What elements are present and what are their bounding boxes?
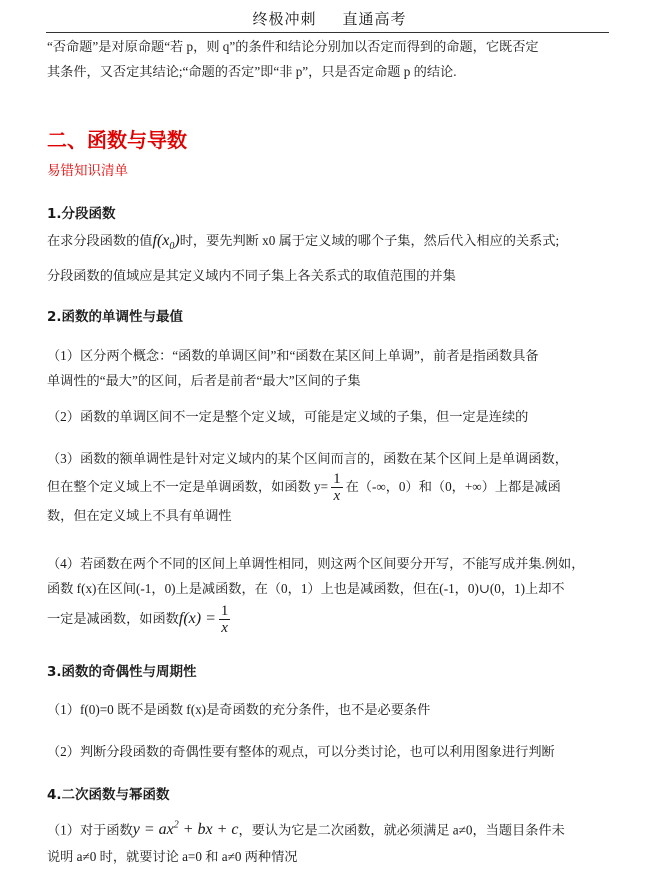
piecewise-line-1 — [47, 228, 612, 259]
header-rule — [46, 32, 609, 33]
piecewise-line-1-rest: 时，要先判断 x0 属于定义域的哪个子集，然后代入相应的关系式; — [179, 233, 560, 248]
math-f-x0 — [152, 232, 180, 253]
quadratic-item-1-line-2: 说明 a≠0 时，就要讨论 a=0 和 a≠0 两种情况 — [47, 849, 298, 865]
piecewise-paragraph — [47, 228, 612, 288]
mono-item-3-line-3: 数，但在定义域上不具有单调性 — [47, 508, 232, 523]
parity-item-1: （1）f(0)=0 既不是函数 f(x)是奇函数的充分条件，也不是必要条件 — [47, 702, 431, 717]
math-close: ) — [174, 232, 180, 249]
mono-item-4-line-1: （4）若函数在两个不同的区间上单调性相同，则这两个区间要分开写，不能写成并集.例如， — [47, 556, 585, 571]
fraction-denominator: x — [333, 488, 341, 505]
mono-item-4 — [47, 551, 612, 637]
intro-paragraph — [47, 34, 612, 84]
fraction-numerator: 1 — [333, 471, 341, 488]
quadratic-item-1 — [47, 813, 612, 869]
mono-item-4-line-3-text: 一定是减函数，如函数 — [47, 611, 179, 626]
math-quadratic-rest: + bx + c — [178, 821, 239, 839]
header-right-text: 直通高考 — [342, 10, 407, 28]
math-arg: (x — [156, 232, 170, 249]
math-quadratic — [133, 821, 239, 838]
quadratic-line-1-text: （1）对于函数 — [47, 822, 133, 838]
mono-item-1-line-2: 单调性的“最大”的区间，后者是前者“最大”区间的子集 — [47, 373, 361, 388]
math-quadratic-exp: 2 — [173, 820, 179, 831]
mono-item-3-line-2 — [47, 471, 612, 503]
intro-line-1: “否命题”是对原命题“若 p，则 q”的条件和结论分别加以否定而得到的命题，它既否定 — [47, 39, 539, 54]
header-left-text: 终极冲刺 — [252, 10, 317, 28]
heading-parity-periodicity: 3.函数的奇偶性与周期性 — [47, 664, 197, 680]
parity-item-2: （2）判断分段函数的奇偶性要有整体的观点，可以分类讨论，也可以利用图象进行判断 — [47, 744, 555, 759]
quadratic-item-1-line-1 — [47, 813, 612, 842]
page-header — [0, 8, 659, 29]
fraction-1-over-x-2 — [219, 603, 231, 636]
heading-monotonicity: 2.函数的单调性与最值 — [47, 309, 184, 325]
mono-item-1-line-1: （1）区分两个概念：“函数的单调区间”和“函数在某区间上单调”，前者是指函数具备 — [47, 348, 539, 363]
mono-item-4-line-2: 函数 f(x)在区间(-1，0)上是减函数，在（0，1）上也是减函数，但在(-1，0)∪(0，1)上却不 — [47, 581, 565, 596]
heading-quadratic-power: 4.二次函数与幂函数 — [47, 787, 170, 803]
mono-item-4-line-3 — [47, 601, 612, 637]
math-f-of-x: f(x) = — [178, 610, 216, 627]
mono-item-1 — [47, 343, 612, 393]
mono-item-3-line-2-text: 但在整个定义域上不一定是单调函数，如函数 y= — [47, 479, 329, 494]
fraction-denominator: x — [221, 620, 228, 637]
fraction-1-over-x — [331, 471, 343, 504]
fraction-numerator: 1 — [220, 603, 229, 620]
section-subtitle: 易错知识清单 — [47, 163, 128, 179]
intro-line-2: 其条件，又否定其结论;“命题的否定”即“非 p”，只是否定命题 p 的结论. — [47, 64, 457, 79]
section-title: 二、函数与导数 — [47, 128, 187, 152]
piecewise-line-1-text: 在求分段函数的值 — [47, 233, 153, 248]
mono-item-3 — [47, 446, 612, 528]
quadratic-line-1-rest: ，要认为它是二次函数，就必须满足 a≠0，当题目条件未 — [238, 822, 565, 838]
math-f: f — [152, 232, 157, 249]
mono-item-3-line-1: （3）函数的额单调性是针对定义域内的某个区间而言的，函数在某个区间上是单调函数， — [47, 451, 568, 466]
heading-piecewise-function: 1.分段函数 — [47, 206, 116, 222]
math-quadratic-a: y = ax — [132, 821, 174, 839]
math-sub: 0 — [169, 241, 175, 253]
mono-item-2: （2）函数的单调区间不一定是整个定义域，可能是定义域的子集，但一定是连续的 — [47, 409, 529, 424]
mono-item-3-line-2-rest: 在（-∞，0）和（0，+∞）上都是减函 — [345, 479, 561, 494]
piecewise-line-2: 分段函数的值域应是其定义域内不同子集上各关系式的取值范围的并集 — [47, 268, 456, 284]
